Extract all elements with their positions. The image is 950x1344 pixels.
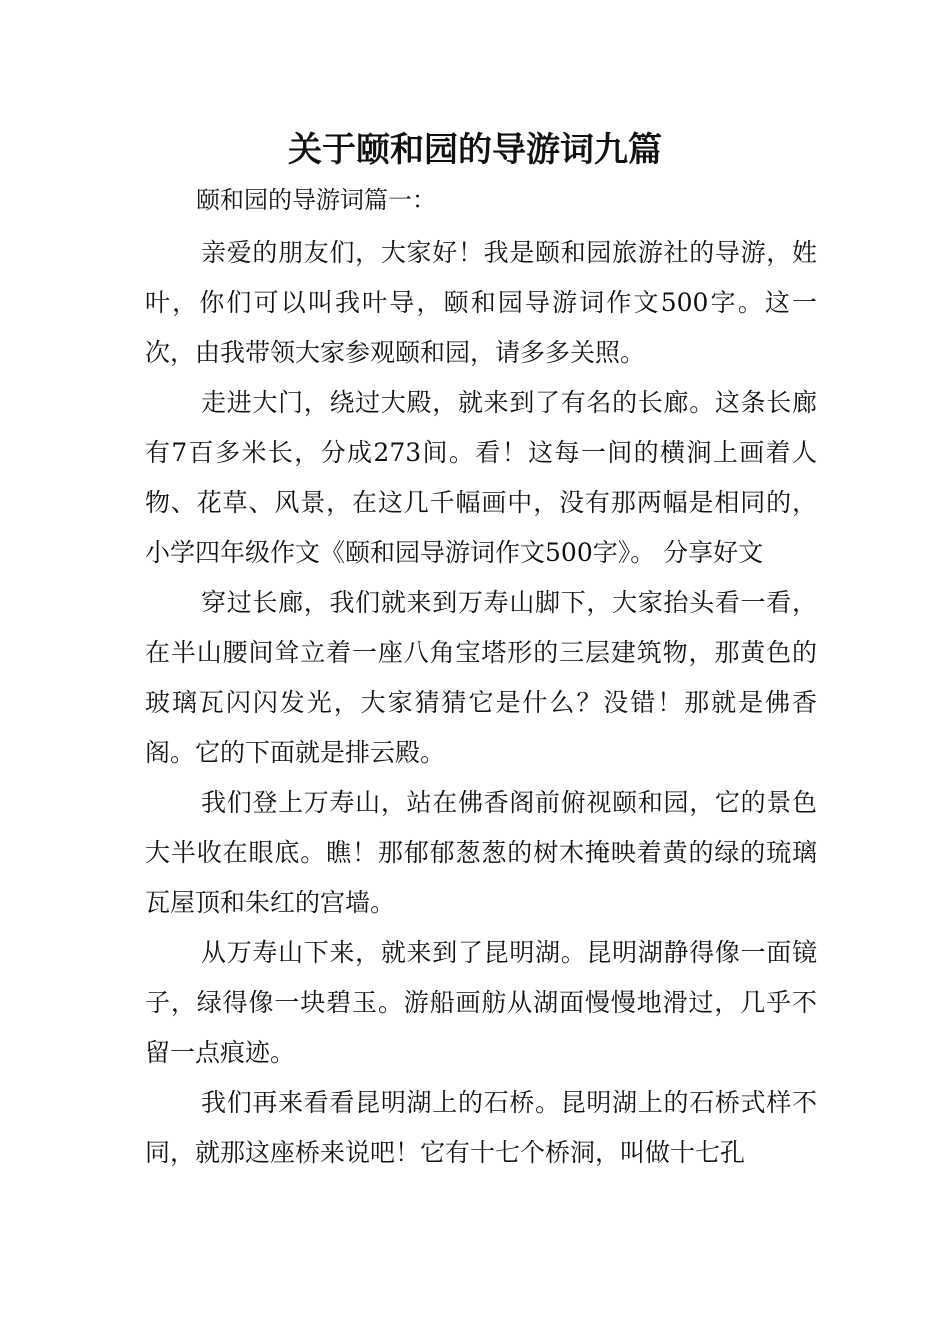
section-heading: 颐和园的导游词篇一： xyxy=(196,186,436,214)
paragraph: 我们登上万寿山，站在佛香阁前俯视颐和园，它的景色大半收在眼底。瞧！那郁郁葱葱的树木掩映着黄的绿的琉璃瓦屋顶和朱红的宫墙。 xyxy=(145,788,817,917)
paragraph: 亲爱的朋友们，大家好！我是颐和园旅游社的导游，姓叶，你们可以叫我叶导，颐和园导游词作文500字。这一次，由我带领大家参观颐和园，请多多关照。 xyxy=(145,238,817,367)
paragraph: 从万寿山下来，就来到了昆明湖。昆明湖静得像一面镜子，绿得像一块碧玉。游船画舫从湖面慢慢地滑过，几乎不留一点痕迹。 xyxy=(145,938,817,1067)
document-body xyxy=(145,228,817,1178)
paragraph: 我们再来看看昆明湖上的石桥。昆明湖上的石桥式样不同，就那这座桥来说吧！它有十七个桥洞，叫做十七孔 xyxy=(145,1088,817,1167)
paragraph: 走进大门，绕过大殿，就来到了有名的长廊。这条长廊有7百多米长，分成273间。看！这每一间的横涧上画着人物、花草、风景，在这几千幅画中，没有那两幅是相同的，小学四年级作文《颐和园导游词作文500字》。 分享好文 xyxy=(145,388,817,567)
document-title: 关于颐和园的导游词九篇 xyxy=(288,130,662,170)
paragraph: 穿过长廊，我们就来到万寿山脚下，大家抬头看一看，在半山腰间耸立着一座八角宝塔形的三层建筑物，那黄色的玻璃瓦闪闪发光，大家猜猜它是什么？没错！那就是佛香阁。它的下面就是排云殿。 xyxy=(145,588,817,767)
